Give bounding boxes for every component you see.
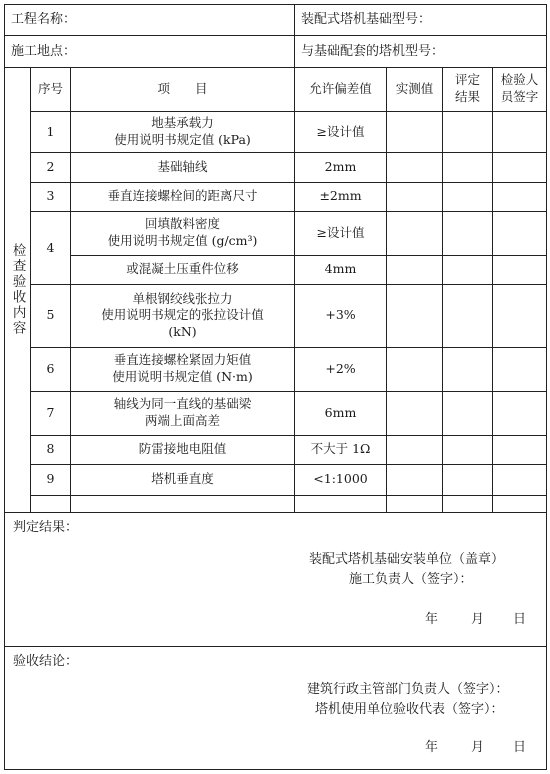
evaluation-cell[interactable] [443, 153, 493, 182]
measured-cell[interactable] [387, 111, 443, 153]
acceptance-row [5, 646, 547, 769]
empty-tolerance-cell[interactable] [295, 496, 387, 513]
row-seq: 7 [31, 391, 71, 435]
evaluation-cell[interactable] [443, 464, 493, 495]
row-seq: 5 [31, 285, 71, 348]
inspection-form-table [4, 4, 547, 770]
judgement-row [5, 512, 547, 646]
row-seq: 4 [31, 211, 71, 284]
measured-cell[interactable] [387, 153, 443, 182]
tower-model-label: 与基础配套的塔机型号： [301, 43, 445, 59]
inspector-signature-cell[interactable] [493, 464, 547, 495]
row-item [71, 285, 295, 348]
row-seq: 1 [31, 111, 71, 153]
evaluation-cell[interactable] [443, 255, 493, 284]
row-tolerance: 不大于 1Ω [295, 435, 387, 464]
col-evaluation: 评定结果 [443, 67, 493, 111]
table-row [5, 182, 547, 211]
row-item [71, 182, 295, 211]
inspector-signature-cell[interactable] [493, 111, 547, 153]
inspector-signature-cell[interactable] [493, 347, 547, 391]
col-seq: 序号 [31, 67, 71, 111]
measured-cell[interactable] [387, 464, 443, 495]
row-seq: 3 [31, 182, 71, 211]
user-rep-label: 塔机使用单位验收代表（签字）： [315, 701, 504, 717]
tower-base-model-label: 装配式塔机基础型号： [301, 12, 432, 28]
evaluation-cell[interactable] [443, 285, 493, 348]
col-tolerance: 允许偏差值 [295, 67, 387, 111]
row-item [71, 464, 295, 495]
evaluation-cell[interactable] [443, 211, 493, 255]
table-row [5, 391, 547, 435]
project-name-field[interactable] [5, 5, 295, 36]
admin-head-label: 建筑行政主管部门负责人（签字）： [307, 681, 509, 697]
header-row-1 [5, 5, 547, 36]
row-item-line: 塔机垂直度 [151, 471, 214, 487]
inspector-signature-cell[interactable] [493, 211, 547, 255]
site-label: 施工地点： [11, 43, 77, 59]
row-tolerance: ±2mm [295, 182, 387, 211]
row-item-line: 使用说明书规定值 (kPa) [114, 131, 251, 147]
acceptance-date-month: 月 [471, 739, 485, 755]
measured-cell[interactable] [387, 347, 443, 391]
inspector-signature-cell[interactable] [493, 182, 547, 211]
evaluation-cell[interactable] [443, 391, 493, 435]
measured-cell[interactable] [387, 391, 443, 435]
measured-cell[interactable] [387, 285, 443, 348]
table-row [5, 285, 547, 348]
table-row [5, 111, 547, 153]
col-item: 项 目 [71, 67, 295, 111]
judgement-date-month: 月 [471, 611, 485, 627]
table-row [5, 347, 547, 391]
row-seq: 9 [31, 464, 71, 495]
inspector-signature-cell[interactable] [493, 391, 547, 435]
acceptance-label: 验收结论： [13, 653, 79, 669]
col-inspector: 检验人员签字 [493, 67, 547, 111]
measured-cell[interactable] [387, 255, 443, 284]
row-item-line: 回填散料密度 [145, 216, 221, 232]
construction-manager-label: 施工负责人（签字）： [349, 571, 473, 587]
row-seq: 6 [31, 347, 71, 391]
row-item-line: 基础轴线 [157, 159, 208, 175]
row-item [71, 347, 295, 391]
row-item-line: 垂直连接螺栓间的距离尺寸 [107, 188, 258, 204]
row-tolerance: +2% [295, 347, 387, 391]
row-item-line: 垂直连接螺栓紧固力矩值 [113, 352, 252, 368]
inspector-signature-cell[interactable] [493, 285, 547, 348]
judgement-date-year: 年 [425, 611, 439, 627]
evaluation-cell[interactable] [443, 182, 493, 211]
row-item-line: (kN) [168, 324, 197, 340]
measured-cell[interactable] [387, 211, 443, 255]
acceptance-section[interactable] [5, 646, 547, 769]
row-tolerance: ≥设计值 [295, 211, 387, 255]
header-row-2 [5, 36, 547, 67]
row-item [71, 255, 295, 284]
row-tolerance: 4mm [295, 255, 387, 284]
acceptance-date-day: 日 [513, 739, 527, 755]
col-measured: 实测值 [387, 67, 443, 111]
column-header-row [5, 67, 547, 111]
judgement-section[interactable] [5, 512, 547, 646]
measured-cell[interactable] [387, 182, 443, 211]
table-row [5, 211, 547, 255]
row-item-line: 两端上面高差 [145, 413, 221, 429]
row-item-line: 或混凝土压重件位移 [126, 261, 239, 277]
row-item-line: 单根钢绞线张拉力 [132, 290, 233, 306]
row-tolerance: <1:1000 [295, 464, 387, 495]
measured-cell[interactable] [387, 435, 443, 464]
judgement-date-day: 日 [513, 611, 527, 627]
table-row [5, 153, 547, 182]
row-item [71, 435, 295, 464]
row-item [71, 391, 295, 435]
row-seq: 8 [31, 435, 71, 464]
row-item-line: 使用说明书规定值 (N·m) [112, 369, 253, 385]
evaluation-cell[interactable] [443, 435, 493, 464]
row-tolerance: +3% [295, 285, 387, 348]
row-item [71, 211, 295, 255]
tower-model-field[interactable] [295, 36, 547, 67]
project-name-label: 工程名称： [11, 12, 77, 28]
evaluation-cell[interactable] [443, 347, 493, 391]
installer-unit-label: 装配式塔机基础安装单位（盖章） [309, 551, 505, 567]
section-label-cell [5, 67, 31, 512]
empty-seq-cell[interactable] [31, 496, 71, 513]
judgement-label: 判定结果： [13, 519, 79, 535]
measured-cell[interactable] [387, 496, 443, 513]
row-tolerance: ≥设计值 [295, 111, 387, 153]
site-field[interactable] [5, 36, 295, 67]
inspector-signature-cell[interactable] [493, 435, 547, 464]
table-row-empty [5, 496, 547, 513]
evaluation-cell[interactable] [443, 496, 493, 513]
row-item-line: 轴线为同一直线的基础梁 [113, 396, 252, 412]
table-row [5, 464, 547, 495]
acceptance-date-year: 年 [425, 739, 439, 755]
inspector-signature-cell[interactable] [493, 496, 547, 513]
inspector-signature-cell[interactable] [493, 153, 547, 182]
inspector-signature-cell[interactable] [493, 255, 547, 284]
row-tolerance: 2mm [295, 153, 387, 182]
table-row [5, 255, 547, 284]
evaluation-cell[interactable] [443, 111, 493, 153]
row-item [71, 153, 295, 182]
empty-item-cell[interactable] [71, 496, 295, 513]
row-seq: 2 [31, 153, 71, 182]
row-item [71, 111, 295, 153]
row-item-line: 防雷接地电阻值 [138, 441, 227, 457]
section-label: 检查验收内容 [9, 243, 26, 337]
row-item-line: 使用说明书规定的张拉设计值 [101, 307, 264, 323]
row-item-line: 地基承载力 [151, 115, 214, 131]
tower-base-model-field[interactable] [295, 5, 547, 36]
row-tolerance: 6mm [295, 391, 387, 435]
table-row [5, 435, 547, 464]
row-item-line: 使用说明书规定值 (g/cm³) [107, 233, 258, 249]
